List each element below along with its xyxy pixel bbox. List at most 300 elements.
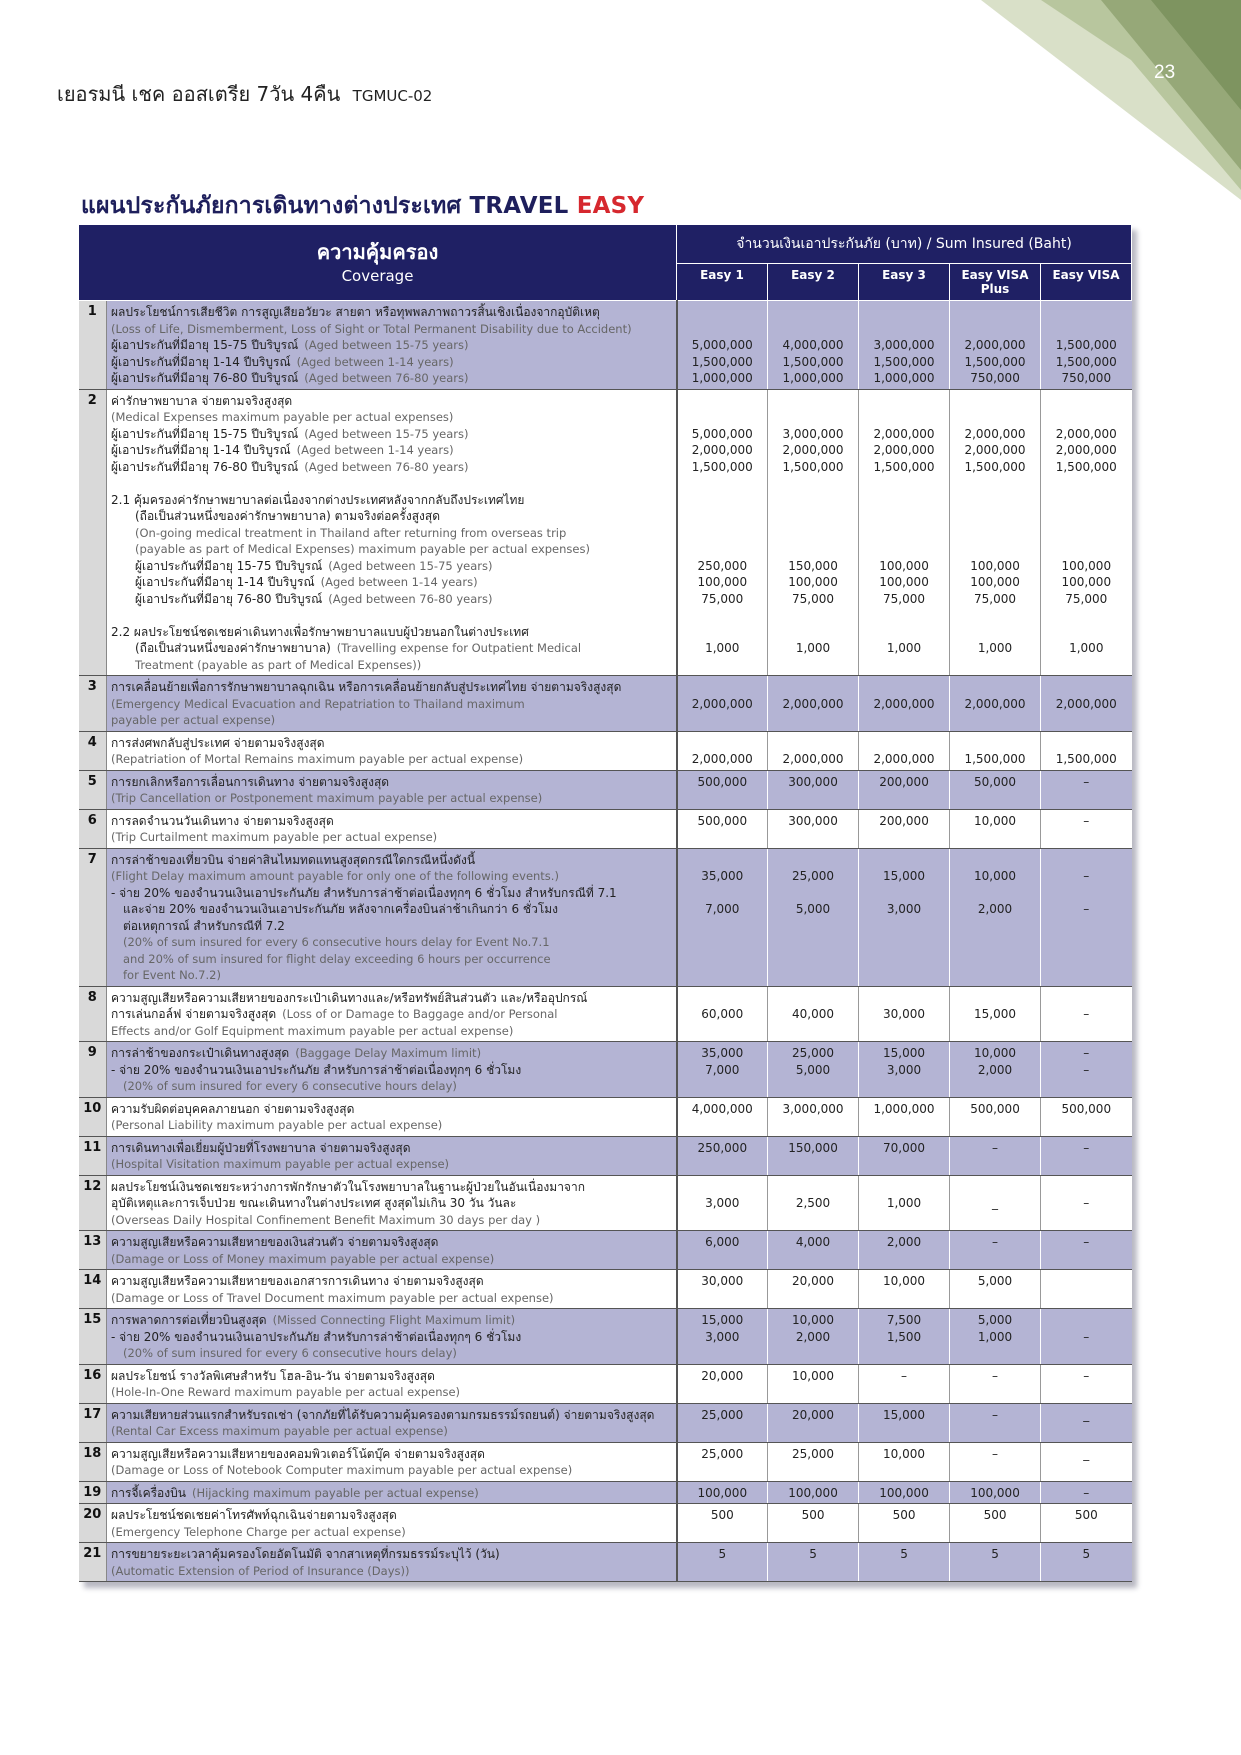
sum-insured-value: 30,000 bbox=[701, 1274, 744, 1288]
sum-insured-value: 2,000,000 bbox=[691, 443, 753, 457]
plan-value-cell bbox=[1041, 731, 1132, 770]
coverage-table bbox=[78, 224, 1132, 1582]
plan-value-cell bbox=[1041, 1403, 1132, 1442]
table-row bbox=[79, 986, 1132, 1042]
table-row bbox=[79, 1364, 1132, 1403]
description-en: (Flight Delay maximum amount payable for only one of the following events.) bbox=[111, 869, 559, 883]
sum-insured-value: – bbox=[1083, 902, 1090, 916]
description-en: (On-going medical treatment in Thailand after returning from overseas trip bbox=[135, 525, 567, 540]
plan-value-cell bbox=[1041, 1042, 1132, 1098]
sum-insured-value: 150,000 bbox=[788, 1140, 838, 1155]
sum-insured-value bbox=[768, 304, 858, 321]
description-line bbox=[111, 852, 672, 869]
coverage-description bbox=[107, 770, 677, 809]
sum-insured-value bbox=[678, 679, 768, 696]
plan-value-cell bbox=[950, 1364, 1041, 1403]
description-th: ผู้เอาประกันที่มีอายุ 15-75 ปีบริบูรณ์ bbox=[111, 338, 299, 352]
row-number: 3 bbox=[79, 676, 107, 732]
sum-insured-value: 6,000 bbox=[705, 1235, 740, 1249]
sum-insured-value: 2,000 bbox=[977, 1062, 1013, 1077]
sum-insured-value: 7,000 bbox=[705, 902, 740, 916]
description-en: (Trip Curtailment maximum payable per actual expense) bbox=[111, 830, 438, 844]
sum-insured-value bbox=[678, 885, 768, 902]
description-line bbox=[111, 967, 672, 984]
sum-insured-value: 75,000 bbox=[792, 591, 835, 606]
plan-value-cell bbox=[768, 676, 859, 732]
sum-insured-value: 35,000 bbox=[701, 1046, 744, 1060]
plan-value-cell bbox=[859, 1504, 950, 1543]
sum-insured-value bbox=[950, 409, 1040, 426]
sum-insured-value: 10,000 bbox=[883, 1274, 926, 1288]
description-line bbox=[111, 409, 672, 426]
coverage-description bbox=[107, 1543, 677, 1582]
sum-insured-value: 20,000 bbox=[792, 1407, 835, 1422]
description-en: (Hospital Visitation maximum payable per actual expense) bbox=[111, 1157, 450, 1171]
plan-value-cell bbox=[950, 731, 1041, 770]
plan-value-cell bbox=[677, 1364, 768, 1403]
sum-insured-value: 50,000 bbox=[974, 774, 1017, 789]
sum-insured-value: 1,500 bbox=[886, 1329, 922, 1344]
description-line bbox=[111, 492, 672, 509]
description-line bbox=[111, 541, 672, 558]
description-en: (20% of sum insured for every 6 consecutive hours delay) bbox=[123, 1346, 457, 1360]
plan-value-cell bbox=[859, 301, 950, 390]
sum-insured-value: – bbox=[1083, 1329, 1090, 1344]
plan-value-cell bbox=[1041, 1175, 1132, 1231]
sum-insured-value: 35,000 bbox=[701, 869, 744, 883]
plan-value-cell bbox=[768, 1481, 859, 1504]
sum-insured-value: _ bbox=[1083, 1407, 1090, 1422]
description-th: (ถือเป็นส่วนหนึ่งของค่ารักษาพยาบาล) ตามจริงต่อครั้งสูงสุด bbox=[135, 509, 441, 523]
description-line bbox=[111, 1179, 672, 1196]
sum-insured-value bbox=[768, 852, 858, 869]
sum-insured-value bbox=[1041, 607, 1132, 624]
description-en: (Aged between 76-80 years) bbox=[328, 591, 493, 606]
plan-value-cell bbox=[859, 1403, 950, 1442]
plan-value-cell bbox=[1041, 770, 1132, 809]
sum-insured-value: – bbox=[992, 1368, 999, 1383]
description-en: (Aged between 76-80 years) bbox=[304, 459, 469, 474]
sum-insured-value: 1,500,000 bbox=[873, 459, 935, 474]
sum-insured-value: 100,000 bbox=[1061, 575, 1112, 589]
plan-value-cell bbox=[677, 1504, 768, 1543]
description-th: อุบัติเหตุและการเจ็บป่วย ขณะเดินทางในต่างประเทศ สูงสุดไม่เกิน 30 วัน วันละ bbox=[111, 1196, 517, 1210]
description-line bbox=[111, 1384, 672, 1401]
sum-insured-value bbox=[768, 508, 858, 525]
description-line bbox=[111, 1251, 672, 1268]
description-line bbox=[111, 370, 672, 387]
sum-insured-value: 25,000 bbox=[701, 1446, 744, 1461]
description-en: (Personal Liability maximum payable per actual expense) bbox=[111, 1118, 443, 1132]
sum-insured-value bbox=[859, 525, 949, 542]
sum-insured-value: 1,000,000 bbox=[782, 371, 844, 385]
sum-insured-value: – bbox=[1083, 1062, 1090, 1077]
description-th: 2.2 ผลประโยชน์ชดเชยค่าเดินทางเพื่อรักษาพยาบาลแบบผู้ป่วยนอกในต่างประเทศ bbox=[111, 624, 529, 639]
sum-insured-value: 20,000 bbox=[701, 1368, 744, 1383]
row-number: 10 bbox=[79, 1097, 107, 1136]
sum-insured-value: 250,000 bbox=[697, 558, 748, 573]
sum-insured-value bbox=[678, 475, 768, 492]
description-line bbox=[111, 304, 672, 321]
description-en: (Damage or Loss of Notebook Computer maximum payable per actual expense) bbox=[111, 1463, 573, 1477]
sum-insured-value bbox=[768, 1179, 858, 1196]
plan-value-cell bbox=[768, 1270, 859, 1309]
table-row bbox=[79, 1175, 1132, 1231]
sum-insured-value: 10,000 bbox=[974, 813, 1017, 828]
plan-value-cell bbox=[950, 1403, 1041, 1442]
sum-insured-value: 100,000 bbox=[879, 558, 929, 573]
sum-insured-value bbox=[678, 541, 768, 558]
plan-value-cell bbox=[768, 848, 859, 986]
description-line bbox=[111, 1462, 672, 1479]
plan-value-cell bbox=[950, 1231, 1041, 1270]
description-en: (Baggage Delay Maximum limit) bbox=[295, 1046, 482, 1060]
plan-value-cell bbox=[677, 676, 768, 732]
sum-insured-value bbox=[1041, 679, 1132, 696]
plan-header: Easy 1 bbox=[677, 264, 768, 301]
description-line bbox=[111, 1546, 672, 1563]
sum-insured-value bbox=[859, 885, 949, 902]
sum-insured-value: 2,000,000 bbox=[1055, 443, 1117, 457]
plan-value-cell bbox=[1041, 809, 1132, 848]
plan-value-cell bbox=[859, 389, 950, 676]
table-row bbox=[79, 1231, 1132, 1270]
sum-insured-value: – bbox=[1083, 1235, 1090, 1249]
row-number: 9 bbox=[79, 1042, 107, 1098]
description-th: ค่ารักษาพยาบาล จ่ายตามจริงสูงสุด bbox=[111, 393, 293, 408]
sum-insured-value bbox=[950, 735, 1040, 752]
sum-insured-value: 100,000 bbox=[970, 1485, 1020, 1500]
description-line bbox=[111, 790, 672, 807]
row-number: 6 bbox=[79, 809, 107, 848]
description-en: (Emergency Medical Evacuation and Repatriation to Thailand maximum bbox=[111, 696, 525, 711]
sum-insured-value: 1,000 bbox=[1069, 641, 1104, 655]
sum-insured-value bbox=[859, 409, 949, 426]
description-line bbox=[111, 951, 672, 968]
plan-value-cell bbox=[950, 1136, 1041, 1175]
plan-value-cell bbox=[859, 731, 950, 770]
description-line bbox=[111, 1195, 672, 1212]
description-line bbox=[111, 1078, 672, 1095]
description-en: (Hole-In-One Reward maximum payable per actual expense) bbox=[111, 1385, 461, 1399]
sum-insured-value bbox=[950, 679, 1040, 696]
row-number: 21 bbox=[79, 1543, 107, 1582]
sum-insured-value bbox=[859, 541, 949, 558]
description-en: for Event No.7.2) bbox=[123, 968, 221, 982]
sum-insured-value: 25,000 bbox=[792, 869, 835, 883]
sum-insured-value: 200,000 bbox=[879, 813, 929, 828]
sum-insured-value: 2,000,000 bbox=[964, 443, 1026, 457]
plan-value-cell bbox=[677, 1175, 768, 1231]
sum-insured-value: – bbox=[1083, 1485, 1090, 1500]
description-th: การเล่นกอล์ฟ จ่ายตามจริงสูงสุด bbox=[111, 1007, 277, 1021]
plan-value-cell bbox=[768, 301, 859, 390]
sum-insured-value bbox=[859, 492, 949, 509]
sum-insured-value bbox=[1041, 624, 1132, 641]
plan-value-cell bbox=[950, 1442, 1041, 1481]
description-th: ผู้เอาประกันที่มีอายุ 1-14 ปีบริบูรณ์ bbox=[111, 443, 291, 457]
sum-insured-value: 2,000,000 bbox=[964, 426, 1026, 441]
sum-insured-value: 300,000 bbox=[788, 774, 838, 789]
plan-value-cell bbox=[677, 389, 768, 676]
description-line bbox=[111, 591, 672, 608]
table-row bbox=[79, 389, 1132, 676]
sum-insured-value: 1,000 bbox=[795, 641, 831, 655]
sum-insured-value bbox=[950, 1179, 1040, 1196]
plan-value-cell bbox=[677, 1097, 768, 1136]
row-number: 5 bbox=[79, 770, 107, 809]
sum-insured-value: 150,000 bbox=[788, 558, 838, 573]
row-number: 12 bbox=[79, 1175, 107, 1231]
table-row bbox=[79, 1403, 1132, 1442]
sum-insured-value: 500,000 bbox=[1061, 1101, 1112, 1116]
plan-value-cell bbox=[859, 676, 950, 732]
plan-value-cell bbox=[859, 1481, 950, 1504]
sum-insured-value: 500 bbox=[892, 1508, 916, 1522]
sum-insured-value: 15,000 bbox=[701, 1313, 744, 1327]
sum-insured-value bbox=[1041, 304, 1132, 321]
description-line bbox=[111, 1524, 672, 1541]
sum-insured-value: – bbox=[1083, 1196, 1090, 1210]
plan-value-cell bbox=[1041, 848, 1132, 986]
coverage-description bbox=[107, 1364, 677, 1403]
coverage-header-th: ความคุ้มครอง bbox=[316, 239, 439, 264]
row-number: 13 bbox=[79, 1231, 107, 1270]
sum-insured-value bbox=[859, 393, 949, 410]
description-line bbox=[111, 321, 672, 338]
plan-value-cell bbox=[677, 1270, 768, 1309]
sum-insured-value: 4,000,000 bbox=[691, 1101, 753, 1116]
description-line bbox=[111, 1212, 672, 1229]
plan-value-cell bbox=[859, 1309, 950, 1365]
sum-insured-value: 3,000 bbox=[705, 1329, 740, 1344]
description-line bbox=[111, 1140, 672, 1157]
description-en: (Overseas Daily Hospital Confinement Benefit Maximum 30 days per day ) bbox=[111, 1212, 541, 1227]
description-th: ผลประโยชน์ รางวัลพิเศษสำหรับ โฮล-อิน-วัน จ่ายตามจริงสูงสุด bbox=[111, 1368, 435, 1383]
coverage-rows bbox=[79, 301, 1132, 1582]
sum-insured-value: 100,000 bbox=[970, 558, 1020, 573]
description-line bbox=[111, 1345, 672, 1362]
sum-insured-header: จำนวนเงินเอาประกันภัย (บาท) / Sum Insured (Baht) bbox=[677, 225, 1132, 264]
description-en: Effects and/or Golf Equipment maximum payable per actual expense) bbox=[111, 1023, 514, 1038]
table-row bbox=[79, 301, 1132, 390]
sum-insured-value: 1,500,000 bbox=[964, 354, 1026, 369]
description-th: การพลาดการต่อเที่ยวบินสูงสุด bbox=[111, 1313, 267, 1327]
plan-header: Easy 3 bbox=[859, 264, 950, 301]
coverage-description bbox=[107, 809, 677, 848]
description-th: การเคลื่อนย้ายเพื่อการรักษาพยาบาลฉุกเฉิน หรือการเคลื่อนย้ายกลับสู่ประเทศไทย จ่ายตามจริงสูงสุด bbox=[111, 680, 622, 694]
description-line bbox=[111, 735, 672, 752]
plan-value-cell bbox=[768, 1309, 859, 1365]
plan-value-cell bbox=[859, 1042, 950, 1098]
sum-insured-value: 1,500,000 bbox=[1055, 752, 1117, 766]
description-th: ผลประโยชน์เงินชดเชยระหว่างการพักรักษาตัวในโรงพยาบาลในฐานะผู้ป่วยในอันเนื่องมาจาก bbox=[111, 1179, 585, 1194]
plan-value-cell bbox=[768, 770, 859, 809]
sum-insured-value: _ bbox=[992, 1196, 999, 1210]
sum-insured-value bbox=[768, 475, 858, 492]
sum-insured-value bbox=[768, 735, 858, 752]
sum-insured-value: 4,000 bbox=[795, 1235, 831, 1249]
row-number: 8 bbox=[79, 986, 107, 1042]
sum-insured-value: 5,000 bbox=[977, 1313, 1013, 1327]
plan-value-cell bbox=[768, 1136, 859, 1175]
sum-insured-value: 75,000 bbox=[883, 591, 926, 606]
description-line bbox=[111, 1423, 672, 1440]
description-en: (20% of sum insured for every 6 consecutive hours delay for Event No.7.1 bbox=[123, 935, 550, 949]
sum-insured-value: 100,000 bbox=[879, 1485, 929, 1500]
description-line bbox=[111, 1563, 672, 1580]
sum-insured-value: 2,000,000 bbox=[873, 426, 935, 441]
sum-insured-value bbox=[1041, 1312, 1132, 1329]
description-en: (Aged between 15-75 years) bbox=[328, 558, 493, 573]
sum-insured-value bbox=[1041, 852, 1132, 869]
sum-insured-value: 500 bbox=[1074, 1508, 1098, 1522]
table-row bbox=[79, 1136, 1132, 1175]
description-th: ผู้เอาประกันที่มีอายุ 76-80 ปีบริบูรณ์ bbox=[135, 591, 323, 606]
description-th: ต่อเหตุการณ์ สำหรับกรณีที่ 7.2 bbox=[123, 918, 285, 933]
row-number: 2 bbox=[79, 389, 107, 676]
description-th: การเดินทางเพื่อเยี่ยมผู้ป่วยที่โรงพยาบาล จ่ายตามจริงสูงสุด bbox=[111, 1140, 411, 1155]
sum-insured-value bbox=[859, 624, 949, 641]
plan-value-cell bbox=[768, 809, 859, 848]
sum-insured-value: 7,500 bbox=[886, 1313, 922, 1327]
description-line bbox=[111, 1062, 672, 1079]
description-th: ผู้เอาประกันที่มีอายุ 76-80 ปีบริบูรณ์ bbox=[111, 459, 299, 474]
sum-insured-value: 1,000,000 bbox=[691, 371, 753, 385]
plan-value-cell bbox=[677, 1136, 768, 1175]
sum-insured-value: 100,000 bbox=[697, 1485, 748, 1500]
row-number: 19 bbox=[79, 1481, 107, 1504]
sum-insured-value bbox=[768, 541, 858, 558]
sum-insured-value: 3,000,000 bbox=[873, 338, 935, 352]
sum-insured-value: 5,000 bbox=[795, 902, 831, 916]
sum-insured-value: 25,000 bbox=[792, 1046, 835, 1060]
description-line bbox=[111, 426, 672, 443]
sum-insured-value bbox=[768, 990, 858, 1007]
description-en: (Emergency Telephone Charge per actual expense) bbox=[111, 1524, 406, 1539]
sum-insured-value: 200,000 bbox=[879, 774, 929, 789]
coverage-header bbox=[79, 225, 677, 301]
sum-insured-value: 100,000 bbox=[1061, 558, 1112, 573]
sum-insured-value: 1,500,000 bbox=[873, 354, 935, 369]
description-th: ผลประโยชน์การเสียชีวิต การสูญเสียอวัยวะ สายตา หรือทุพพลภาพถาวรสิ้นเชิงเนื่องจากอุบัติเหตุ bbox=[111, 305, 600, 319]
sum-insured-value bbox=[1041, 393, 1132, 410]
plan-value-cell bbox=[859, 809, 950, 848]
coverage-description bbox=[107, 1042, 677, 1098]
sum-insured-value bbox=[768, 885, 858, 902]
description-line bbox=[111, 1006, 672, 1023]
table-row bbox=[79, 1042, 1132, 1098]
sum-insured-value: 1,000 bbox=[705, 641, 740, 655]
sum-insured-value: 100,000 bbox=[788, 575, 838, 589]
sum-insured-value: 75,000 bbox=[1065, 591, 1108, 606]
description-line bbox=[111, 459, 672, 476]
plan-header: Easy 2 bbox=[768, 264, 859, 301]
sum-insured-value: 10,000 bbox=[792, 1313, 835, 1327]
description-th: - จ่าย 20% ของจำนวนเงินเอาประกันภัย สำหรับการล่าช้าต่อเนื่องทุกๆ 6 ชั่วโมง สำหรับกรณีที่ 7.1 bbox=[111, 885, 617, 900]
description-en: (Rental Car Excess maximum payable per actual expense) bbox=[111, 1424, 448, 1438]
plan-value-cell bbox=[1041, 1136, 1132, 1175]
sum-insured-value: 2,000,000 bbox=[873, 443, 935, 457]
sum-insured-value bbox=[859, 304, 949, 321]
plan-value-cell bbox=[950, 1270, 1041, 1309]
sum-insured-value: 1,000 bbox=[977, 641, 1013, 655]
description-line bbox=[111, 1485, 672, 1502]
description-line bbox=[111, 696, 672, 713]
row-number: 15 bbox=[79, 1309, 107, 1365]
description-en: (Aged between 76-80 years) bbox=[304, 371, 469, 385]
description-line bbox=[111, 393, 672, 410]
description-th: ความสูญเสียหรือความเสียหายของกระเป๋าเดินทางและ/หรือทรัพย์สินส่วนตัว และ/หรืออุปกรณ์ bbox=[111, 990, 588, 1005]
description-en: (Aged between 15-75 years) bbox=[304, 426, 469, 441]
plan-value-cell bbox=[768, 1097, 859, 1136]
description-line bbox=[111, 442, 672, 459]
sum-insured-value: 500 bbox=[801, 1508, 825, 1522]
plan-value-cell bbox=[859, 1097, 950, 1136]
plan-value-cell bbox=[950, 986, 1041, 1042]
sum-insured-value bbox=[1041, 735, 1132, 752]
description-en: (Aged between 1-14 years) bbox=[320, 575, 478, 589]
sum-insured-value: 10,000 bbox=[974, 1046, 1017, 1060]
sum-insured-value: 2,000,000 bbox=[964, 338, 1026, 352]
sum-insured-value: 2,000,000 bbox=[964, 696, 1026, 711]
coverage-description bbox=[107, 1481, 677, 1504]
sum-insured-value bbox=[1041, 492, 1132, 509]
sum-insured-value: – bbox=[901, 1368, 908, 1383]
plan-value-cell bbox=[677, 1543, 768, 1582]
sum-insured-value bbox=[950, 852, 1040, 869]
sum-insured-value: 2,000,000 bbox=[691, 752, 753, 766]
description-line bbox=[111, 813, 672, 830]
coverage-header-en: Coverage bbox=[341, 266, 414, 285]
sum-insured-value bbox=[950, 990, 1040, 1007]
sum-insured-value bbox=[950, 607, 1040, 624]
description-th: ผู้เอาประกันที่มีอายุ 15-75 ปีบริบูรณ์ bbox=[135, 558, 323, 573]
description-line bbox=[111, 1156, 672, 1173]
sum-insured-value: 5 bbox=[809, 1547, 817, 1561]
description-line bbox=[111, 574, 672, 591]
coverage-description bbox=[107, 1403, 677, 1442]
plan-value-cell bbox=[677, 1403, 768, 1442]
plan-value-cell bbox=[768, 1403, 859, 1442]
sum-insured-value bbox=[950, 525, 1040, 542]
plan-header: Easy VISA bbox=[1041, 264, 1132, 301]
plan-value-cell bbox=[677, 1442, 768, 1481]
sum-insured-value: 20,000 bbox=[792, 1274, 835, 1288]
description-th: การลดจำนวนวันเดินทาง จ่ายตามจริงสูงสุด bbox=[111, 813, 334, 828]
plan-value-cell bbox=[859, 1136, 950, 1175]
sum-insured-value: 2,000,000 bbox=[782, 752, 844, 766]
sum-insured-value: 40,000 bbox=[792, 1007, 835, 1021]
sum-insured-value bbox=[950, 492, 1040, 509]
sum-insured-value bbox=[859, 475, 949, 492]
sum-insured-value: – bbox=[992, 1407, 999, 1422]
trip-title: เยอรมนี เชค ออสเตรีย 7วัน 4คืน bbox=[57, 82, 341, 106]
sum-insured-value: 5,000 bbox=[977, 1274, 1013, 1288]
plan-value-cell bbox=[859, 1364, 950, 1403]
row-number: 4 bbox=[79, 731, 107, 770]
sum-insured-value bbox=[1041, 541, 1132, 558]
description-th: - จ่าย 20% ของจำนวนเงินเอาประกันภัย สำหรับการล่าช้าต่อเนื่องทุกๆ 6 ชั่วโมง bbox=[111, 1062, 522, 1077]
sum-insured-value bbox=[768, 321, 858, 338]
plan-value-cell bbox=[1041, 1270, 1132, 1309]
page-title bbox=[81, 188, 644, 224]
description-line bbox=[111, 337, 672, 354]
plan-value-cell bbox=[950, 301, 1041, 390]
sum-insured-value: 3,000 bbox=[886, 1062, 922, 1077]
plan-value-cell bbox=[950, 770, 1041, 809]
plan-value-cell bbox=[950, 1543, 1041, 1582]
